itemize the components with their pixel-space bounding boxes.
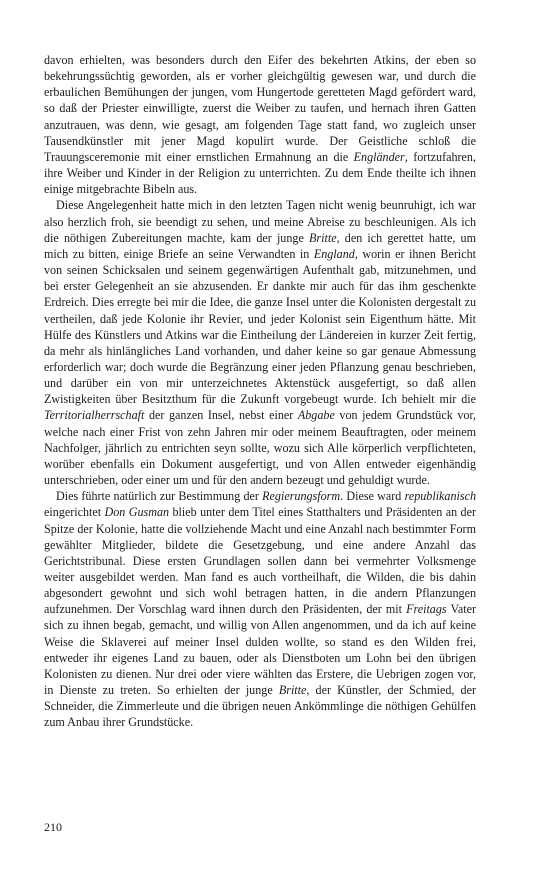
paragraph <box>44 488 476 730</box>
text-run: , der Künstler, der Schmied, der Schneider, die Zimmerleute und die übrigen neuen Ankömmlinge die nöthigen Gehülfen zum Anbau ihrer Grundstücke. <box>44 683 476 730</box>
italic-text: Regierungsform <box>262 489 341 504</box>
text-run: , fortzufahren, ihre Weiber und Kinder in der Religion zu unterrichten. Zu dem Ende theilte ich ihnen einige mitgebrachte Bibeln aus. <box>44 149 476 197</box>
paragraph <box>44 197 476 488</box>
text-run: Vater sich zu ihnen begab, gemacht, und willig von Allen angenommen, und da ich auf keine Weise die Sklaverei auf meiner Insel dulden wollte, so stand es den Wilden frei, entweder ihr eigenes Land zu bauen, oder als Dienstboten um Lohn bei den übrigen Kolonisten zu dienen. Nur drei oder viere wählten das Erstere, die Uebrigen zogen vor, in Dienste zu treten. So erhielten der junge <box>44 602 477 698</box>
page-number: 210 <box>44 820 62 834</box>
text-run: von jedem Grundstück vor, welche nach einer Frist von zehn Jahren mir oder meinem Beauftragten, oder meinem Nachfolger, jährlich zu entrichten seyn sollte, wozu sich Alle körperlich verpflichteten, worüber ebenfalls ein Dokument ausgefertigt, und von Allen entweder eigenhändig unterschrieben, oder einer um und für den andern bezeugt und gehuldigt wurde. <box>44 408 477 488</box>
italic-text: Abgabe <box>297 408 335 423</box>
text-run: Dies führte natürlich zur Bestimmung der <box>56 489 263 504</box>
italic-text: Engländer <box>353 149 405 164</box>
text-run: der ganzen Insel, nebst einer <box>144 408 298 423</box>
paragraph <box>44 52 476 197</box>
italic-text: Britte <box>309 230 337 245</box>
italic-text: Freitags <box>406 602 447 617</box>
text-run: , den ich gerettet hatte, um mich zu bitten, einige Briefe an seine Verwandten in <box>44 230 476 261</box>
text-run: eingerichtet <box>44 505 105 520</box>
text-run: , worin er ihnen Bericht von seinen Schicksalen und seinem gegenwärtigen Aufenthalt gab, mitzunehmen, und bei erster Gelegenheit an sie abzusenden. Er dankte mir auch für das ihm geschenkte Erdreich. Dies erregte bei mir die Idee, die ganze Insel unter die Kolonisten dergestalt zu vertheilen, daß jede Kolonie ihr Revier, und jeder Kolonist sein Eigenthum hätte. Mit Hülfe des Künstlers und Atkins war die Eintheilung der Ländereien in kurzer Zeit fertig, da mehr als hinlängliches Land vorhanden, und daher keine so gar genaue Abmessung erforderlich war; doch wurde die Begränzung einer jeden Pflanzung genau beschrieben, und darüber ein von mir unterzeichnetes Aktenstück ausgefertigt, so daß allen Zwistigkeiten über Besitzthum für die Zukunft vorgebeugt wurde. Ich behielt mir die <box>44 246 476 407</box>
italic-text: republikanisch <box>404 489 476 504</box>
text-run: blieb unter dem Titel eines Statthalters und Präsidenten an der Spitze der Kolonie, hatte die vollziehende Macht und eine Anzahl nach bestimmter Form gewählter Mitglieder, bildete die Gesetzgebung, und eine andere Anzahl das Gerichtstribunal. Diese ersten Grundlagen sollen dann bei vermehrter Volksmenge weiter ausgebildet werden. Man fand es auch vortheilhaft, die Wilden, die bis dahin abgesondert gewohnt und sich wohl betragen hatten, in die andern Pflanzungen aufzunehmen. Der Vorschlag ward ihnen durch den Präsidenten, der mit <box>44 505 476 617</box>
italic-text: Don Gusman <box>104 505 170 520</box>
page-body <box>44 52 476 731</box>
text-run: davon erhielten, was besonders durch den Eifer des bekehrten Atkins, der eben so bekehrungssüchtig geworden, als er vorher gleichgültig gewesen war, und durch die erbaulichen Bemühungen der jungen, vom Hungertode geretteten Magd gefördert ward, so daß der Priester einwilligte, zuerst die Weiber zu taufen, und hernach ihren Gatten anzutrauen, was denn, wie gesagt, am folgenden Tage statt fand, wo zugleich unser Tausendkünstler mit jener Magd kopulirt wurde. Der Geistliche schloß die Trauungsceremonie mit einer ernstlichen Ermahnung an die <box>44 53 476 164</box>
italic-text: Britte <box>278 683 307 698</box>
text-run: . Diese ward <box>340 489 405 504</box>
italic-text: England <box>313 246 355 261</box>
text-run: Diese Angelegenheit hatte mich in den letzten Tagen nicht wenig beunruhigt, ich war also herzlich froh, sie beendigt zu sehen, und meine Abreise zu beschleunigen. Als ich die nöthigen Zubereitungen machte, kam der junge <box>44 198 476 245</box>
italic-text: Territorialherrschaft <box>44 408 145 423</box>
